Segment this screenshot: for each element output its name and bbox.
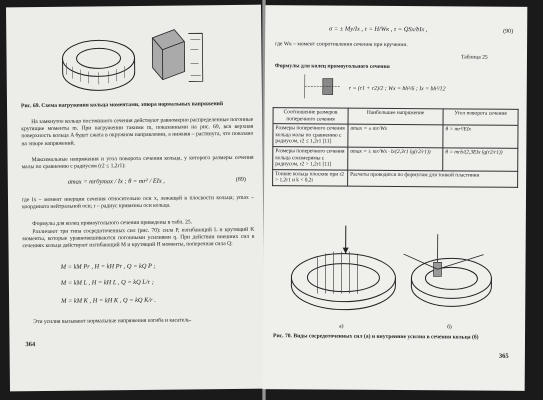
table-parameters: r = (r1 + r2)/2 ; Wx = bh²/6 ; Ix = bh³/12 [348, 85, 446, 93]
where-text: где Wк – момент сопротивления сечения при кручении. [275, 41, 408, 49]
paragraph-1: На замкнутое кольцо постоянного сечения действуют равномерно распределенные погонные крутящие моменты m. При нагружении такими m, показанными на рис. 69, вся верхняя поверхность кольца A будет сжата в окружном направлении, а нижняя – растянута, что показано на эпюре напряжений. [21, 116, 254, 147]
table-cell: Размеры поперечного сечения кольца малы по сравнению с радиусом, r2 ≤ 1,2r1 [11] [273, 124, 348, 147]
table-cell: Расчеты проводятся по формулам для тонкой пластинки [348, 170, 518, 187]
paragraph-6: Эти усилия вызывают нормальные напряжения изгиба и касатель- [33, 317, 192, 326]
paragraph-2: Максимальные напряжения и угол поворота сечения кольца, у которого размеры сечения малы по сравнению с радиусом (r2 ≤ 1,2r1): [21, 154, 254, 171]
table-header-row [273, 108, 518, 126]
figure-69-ring-diagram [56, 19, 207, 97]
table-row [273, 124, 518, 148]
equation-number-90: (90) [503, 28, 514, 35]
right-page [263, 5, 528, 391]
formula-89: σmax = mr0ymax / Ix ; θ = mr² / EIx , [67, 177, 165, 186]
table-cell: σmax = ± mr/Wx · b/(2,3r1 lg(r2/r1)) [348, 147, 443, 170]
table-header-cell: Наибольшее напряжение [348, 108, 443, 125]
table-header-cell: Соотношение размеров поперечного сечения [273, 108, 348, 125]
formula-torque: M = kM K , H = kH K , Q = kQ K/r . [61, 296, 156, 305]
table-cell: θ = mrb/(2,3EIx lg(r2/r1)) [443, 148, 518, 171]
table-cell: Тонкие кольца плоские при r2 > 1,2r1 и k < 0,2t [273, 169, 348, 186]
figure-70-caption: Рис. 70. Виды сосредоточенных сил (а) и внутренние усилия в сечении кольца (б) [273, 333, 479, 341]
figure-70-label-b: б) [447, 324, 452, 331]
paragraph-4: Формулы для колец прямоугольного сечения приведены в табл. 25. [32, 219, 193, 228]
formula-90: σ = ± My/Ix , τ = H/Wк , τ = QSx/bIx , [329, 25, 428, 34]
equation-number-89: (89) [235, 176, 246, 183]
table-section-sketch [301, 73, 345, 99]
formula-force: M = kM Pr , H = kH Pr , Q = kQ P ; [60, 262, 156, 271]
table-row [273, 147, 518, 171]
table-cell: θ = mr²/EIx [443, 125, 518, 148]
figure-70-ring-forces [283, 223, 504, 325]
page-number-right: 365 [498, 352, 509, 360]
table-cell: Размеры поперечного сечения кольца соизмеримы с радиусом, r2 > 1,2r1 [11] [273, 147, 348, 170]
table-25 [272, 107, 519, 188]
table-row [273, 169, 518, 187]
table-header-cell: Угол поворота сечения [443, 109, 518, 126]
page-number-left: 364 [25, 341, 36, 349]
table-cell: σmax = ± mr/Wx [348, 124, 443, 147]
table-title: Формулы для колец прямоугольного сечения [274, 63, 390, 70]
figure-70-label-a: а) [339, 323, 344, 330]
paragraph-5: Различают три типа сосредоточенных сил (рис. 70): сила P, изгибающий L и крутящий K моменты, которые уравновешиваются погонными усилиями q. При действии внешних сил в сечениях кольца действуют изгибающий M и крутящий H моменты, поперечная сила Q: [22, 226, 255, 250]
figure-69-caption: Рис. 69. Схема нагружения кольца моментами, эпюра нормальных напряжений [21, 101, 224, 110]
formula-bending-moment: M = kM L , H = kH L , Q = kQ L/r ; [60, 278, 154, 287]
left-page [6, 5, 265, 392]
paragraph-3: где Ix – момент инерции сечения относительно оси x, лежащей в плоскости кольца; ymax – координата нейтральной оси; r – радиус кривизны оси кольца. [21, 194, 255, 211]
table-label: Таблица 25 [460, 54, 488, 61]
